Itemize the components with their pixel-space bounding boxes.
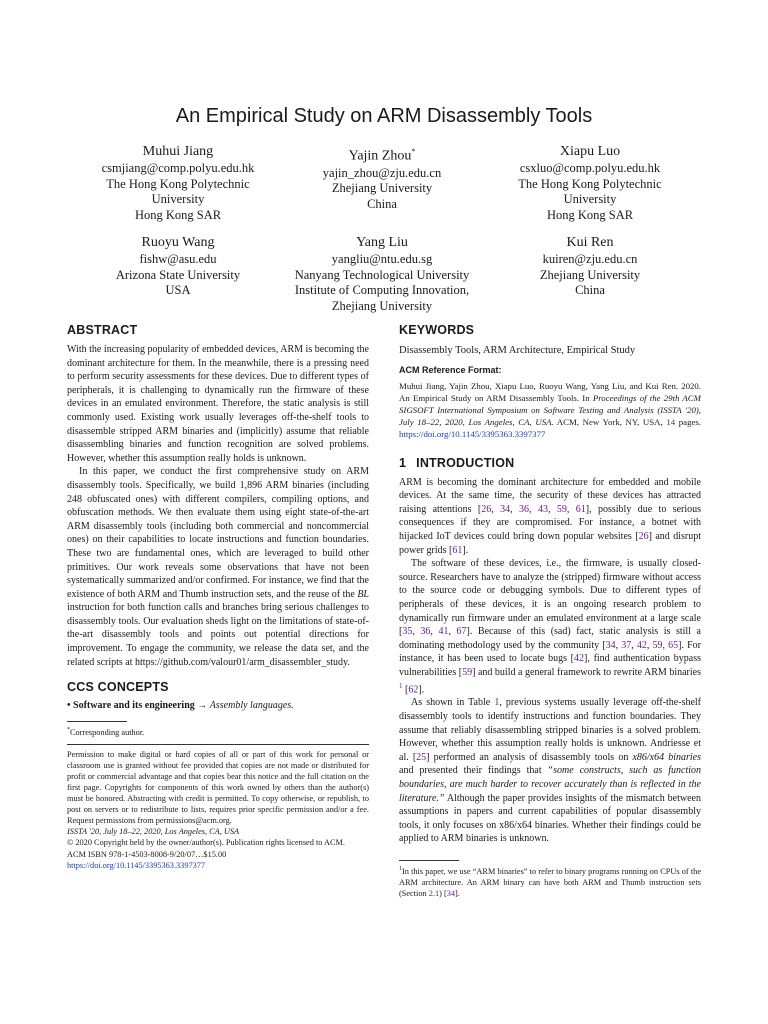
citation-link[interactable]: 65 xyxy=(668,639,679,651)
author-name: Xiapu Luo xyxy=(559,144,621,159)
author-affiliation: Hong Kong SAR xyxy=(546,207,634,222)
abstract-paragraph: With the increasing popularity of embedded devices, ARM is becoming the dominant architecture for them. In the meanwhile, there is a pressing need to perform security assessments for these devices. Due to different types of peripherals, it is challenging to dynamically run the firmware of these devices in an emulated environment. Therefore, the static analysis is still commonly used. Existing work usually leverages off-the-shelf tools to disassemble stripped ARM binaries and (implicitly) assume that reliable disassembling binaries and function recognition are solved problems. However, whether this assumption really holds is unknown. xyxy=(67,344,369,464)
citation-link[interactable]: 43 xyxy=(537,503,548,515)
author-name: Yang Liu xyxy=(356,235,408,250)
acm-reference-heading: ACM Reference Format: xyxy=(399,365,502,375)
author-email: yajin_zhou@zju.edu.cn xyxy=(322,165,442,180)
left-column xyxy=(67,322,369,871)
citation-link[interactable]: 34 xyxy=(446,888,456,898)
right-column xyxy=(399,322,701,899)
copyright: © 2020 Copyright held by the owner/author(s). Publication rights licensed to ACM. xyxy=(67,838,345,848)
author-affiliation: The Hong Kong Polytechnic xyxy=(106,176,250,191)
keywords: Disassembly Tools, ARM Architecture, Empirical Study xyxy=(399,345,636,356)
ccs-concepts: • Software and its engineering → Assembly languages. xyxy=(67,700,294,712)
author-affiliation: University xyxy=(563,192,617,206)
footnote: $^1$In this paper, we use “ARM binaries” to refer to binary programs running on CPUs of the ARM architecture. An ARM binary can have both ARM and Thumb instruction sets (Section 2.1) [34]. xyxy=(399,865,701,898)
author-name: Kui Ren xyxy=(566,235,614,250)
footnote-ref[interactable]: 1 xyxy=(399,681,403,690)
author-block xyxy=(470,143,710,223)
corresponding-author-mark: * xyxy=(411,147,416,156)
author-affiliation: Zhejiang University xyxy=(331,181,433,196)
author-email: fishw@asu.edu xyxy=(139,252,217,266)
keywords-heading: KEYWORDS xyxy=(399,323,475,337)
citation-link[interactable]: 41 xyxy=(438,626,449,638)
citation-link[interactable]: 62 xyxy=(408,683,419,695)
citation-link[interactable]: 26 xyxy=(481,503,492,515)
bl-instruction: BL xyxy=(357,588,369,600)
intro-paragraph: As shown in Table 1, previous systems usually leverage off-the-shelf disassembly tools to identify instructions and function boundaries. They assume that reliably disassembling stripped binaries is a solved problem. However, whether this assumption really holds is unknown. Andriesse et al. [25] performed an analysis of disassembly tools on x86/x64 binaries and presented their findings that “some constructs, such as function boundaries, are much harder to recover accurately than is reflected in the literature.” Although the paper provides insights of the mismatch between assumptions in papers and current capabilities of popular disassembly tools, it only focuses on x86/x64 binaries. Whether their findings could be applied to ARM binaries is unknown. xyxy=(399,697,702,845)
author-block xyxy=(262,143,502,212)
citation-link[interactable]: 34 xyxy=(500,503,511,515)
author-affiliation: Zhejiang University xyxy=(331,298,433,313)
paper-title: An Empirical Study on ARM Disassembly Tools xyxy=(175,105,593,127)
citation-link[interactable]: 61 xyxy=(575,503,586,515)
author-block xyxy=(470,234,710,299)
permission-notice: Permission to make digital or hard copies of all or part of this work for personal or classroom use is granted without fee provided that copies are not made or distributed for profit or commercial advantage and that copies bear this notice and the full citation on the first page. Copyrights for components of this work owned by others than the author(s) must be honored. Abstracting with credit is permitted. To copy otherwise, or republish, to post on servers or to redistribute to lists, requires prior specific permission and/or a fee. Request permissions from permissions@acm.org. xyxy=(67,749,369,826)
citation-link[interactable]: 2.1 xyxy=(428,888,440,898)
abstract-paragraph: In this paper, we conduct the first comprehensive study on ARM disassembly tools. Specifically, we build 1,896 ARM binaries (including 248 obfuscated ones) with different compilers, compiling options, and obfuscation methods. We then evaluate them using eight state-of-the-art ARM disassembly tools (including both commercial and noncommercial ones) on their capabilities to locate instructions and function boundaries. These two are fundamental ones, which are leveraged to build other primitives. Our work reveals some observations that have not been systematically summarized and/or confirmed. For instance, we find that the existence of both ARM and Thumb instruction sets, and the reuse of the BL instruction for both function calls and branches bring serious challenges to disassembly tools. Our evaluation sheds light on the limitations of state-of-the-art disassembly tools and points out potential directions for improvement. To engage the community, we release the data set, and the related scripts at https://github.com/valour01/arm_disassembler_study. xyxy=(67,466,369,668)
citation-link[interactable]: 25 xyxy=(416,751,427,763)
author-affiliation: Nanyang Technological University xyxy=(294,267,470,282)
author-affiliation: Arizona State University xyxy=(115,267,241,282)
citation-link[interactable]: 67 xyxy=(456,626,467,638)
abstract-heading: ABSTRACT xyxy=(67,323,138,337)
author-affiliation: China xyxy=(575,283,605,297)
citation-link[interactable]: 1 xyxy=(494,697,500,709)
author-affiliation: Zhejiang University xyxy=(539,267,641,282)
acm-reference-doi[interactable]: https://doi.org/10.1145/3395363.3397377 xyxy=(399,429,546,440)
author-affiliation: Hong Kong SAR xyxy=(134,207,222,222)
doi-link[interactable]: https://doi.org/10.1145/3395363.3397377 xyxy=(67,860,206,870)
citation-link[interactable]: 36 xyxy=(420,626,431,638)
author-name: Muhui Jiang xyxy=(142,144,214,159)
citation-link[interactable]: 34 xyxy=(605,639,616,651)
author-block xyxy=(262,234,502,314)
venue: ISSTA '20, July 18–22, 2020, Los Angeles, CA, USA xyxy=(67,827,240,837)
emphasis: x86/x64 binaries xyxy=(632,751,702,763)
author-affiliation: The Hong Kong Polytechnic xyxy=(518,176,662,191)
author-email: csxluo@comp.polyu.edu.hk xyxy=(519,161,661,175)
isbn: ACM ISBN 978-1-4503-8008-9/20/07…$15.00 xyxy=(67,849,227,859)
acm-reference: Muhui Jiang, Yajin Zhou, Xiapu Luo, Ruoyu Wang, Yang Liu, and Kui Ren. 2020. An Empirical Study on ARM Disassembly Tools. In Proceedings of the 29th ACM SIGSOFT International Symposium on Software Testing and Analysis (ISSTA '20), July 18–22, 2020, Los Angeles, CA, USA. ACM, New York, NY, USA, 14 pages. https://doi.org/10.1145/3395363.3397377 xyxy=(399,380,702,440)
intro-paragraph: ARM is becoming the dominant architecture for embedded and mobile devices. At the same time, the security of these devices has attracted raising attentions [26, 34, 36, 43, 59, 61], possibly due to serious consequences if they are compromised. For instance, a botnet with hijacked IoT devices could bring down popular websites [26] and disrupt power grids [61]. xyxy=(399,476,702,556)
citation-link[interactable]: 59 xyxy=(462,666,473,678)
author-email: csmjiang@comp.polyu.edu.hk xyxy=(101,161,255,175)
footnote-mark: 1 xyxy=(399,865,402,872)
author-affiliation: University xyxy=(151,192,205,206)
corresponding-author-note: *Corresponding author. xyxy=(67,726,145,737)
citation-link[interactable]: 42 xyxy=(574,653,585,665)
author-affiliation: USA xyxy=(165,283,191,297)
citation-link[interactable]: 37 xyxy=(621,639,632,651)
author-name: Yajin Zhou* xyxy=(348,147,416,164)
author-name: Ruoyu Wang xyxy=(141,235,215,250)
citation-link[interactable]: 59 xyxy=(652,639,663,651)
citation-link[interactable]: 26 xyxy=(638,530,649,542)
section-heading-introduction: 1 INTRODUCTION xyxy=(399,455,515,470)
intro-paragraph: The software of these devices, i.e., the firmware, is usually closed-source. Researchers have to analyze the (stripped) firmware without access to the source code or debugging symbols. Due to different types of peripherals of these devices, it is an ongoing research problem to dynamically run firmware under an emulated environment at a large scale [35, 36, 41, 67]. Because of this (sad) fact, static analysis is still a dominating methodology used by the community [34, 37, 42, 59, 65]. For instance, it has been used to locate bugs [42], find authentication bypass vulnerabilities [59] and build a general framework to rewrite ARM binaries $^1$ [62]. xyxy=(399,558,701,695)
author-email: yangliu@ntu.edu.sg xyxy=(331,252,433,266)
emphasis: “some constructs, such as function boundaries, are much harder to recover accurately than is reflected in the literature.” xyxy=(399,765,702,804)
author-affiliation: Institute of Computing Innovation, xyxy=(294,283,470,297)
citation-link[interactable]: 61 xyxy=(452,544,463,556)
citation-link[interactable]: 42 xyxy=(636,639,647,651)
author-email: kuiren@zju.edu.cn xyxy=(542,252,638,266)
citation-link[interactable]: 59 xyxy=(556,503,567,515)
citation-link[interactable]: 36 xyxy=(519,503,530,515)
author-affiliation: China xyxy=(367,196,397,211)
ccs-heading: CCS CONCEPTS xyxy=(67,680,169,695)
citation-link[interactable]: 35 xyxy=(402,626,413,638)
